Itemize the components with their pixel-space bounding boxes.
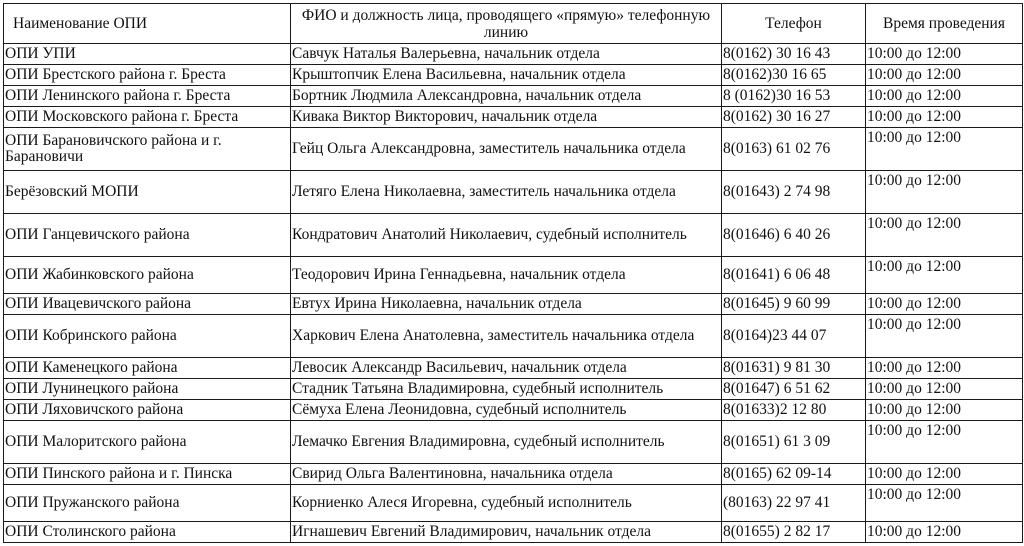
cell-time: 10:00 до 12:00 — [866, 44, 1023, 65]
table-row — [4, 358, 1023, 379]
cell-person: Левосик Александр Васильевич, начальник отдела — [291, 358, 722, 379]
cell-person: Игнашевич Евгений Владимирович, начальник отдела — [291, 522, 722, 543]
cell-opi-name: ОПИ Кобринского района — [4, 315, 291, 358]
cell-person: Свирид Ольга Валентиновна, начальника отдела — [291, 464, 722, 485]
cell-time: 10:00 до 12:00 — [866, 257, 1023, 294]
cell-phone: 8(0165) 62 09-14 — [722, 464, 866, 485]
cell-opi-name: ОПИ Ленинского района г. Бреста — [4, 86, 291, 107]
table-row — [4, 65, 1023, 86]
cell-phone: 8(01643) 2 74 98 — [722, 171, 866, 214]
table-row — [4, 214, 1023, 257]
table-row — [4, 86, 1023, 107]
cell-opi-name: ОПИ Ганцевичского района — [4, 214, 291, 257]
cell-time: 10:00 до 12:00 — [866, 128, 1023, 171]
cell-opi-name: ОПИ Пинского района и г. Пинска — [4, 464, 291, 485]
cell-phone: 8(0163) 61 02 76 — [722, 128, 866, 171]
cell-time: 10:00 до 12:00 — [866, 358, 1023, 379]
cell-time: 10:00 до 12:00 — [866, 315, 1023, 358]
cell-opi-name: ОПИ Брестского района г. Бреста — [4, 65, 291, 86]
cell-phone: 8(01633)2 12 80 — [722, 400, 866, 421]
cell-time: 10:00 до 12:00 — [866, 464, 1023, 485]
cell-person: Кивака Виктор Викторович, начальник отдела — [291, 107, 722, 128]
cell-person: Евтух Ирина Николаевна, начальник отдела — [291, 294, 722, 315]
table-header-row — [4, 4, 1023, 44]
table-row — [4, 315, 1023, 358]
cell-phone: 8(0162) 30 16 43 — [722, 44, 866, 65]
cell-time: 10:00 до 12:00 — [866, 379, 1023, 400]
cell-time: 10:00 до 12:00 — [866, 171, 1023, 214]
cell-phone: 8(01641) 6 06 48 — [722, 257, 866, 294]
cell-opi-name: ОПИ Малоритского района — [4, 421, 291, 464]
cell-opi-name: ОПИ Пружанского района — [4, 485, 291, 522]
cell-person: Лемачко Евгения Владимировна, судебный исполнитель — [291, 421, 722, 464]
cell-person: Гейц Ольга Александровна, заместитель начальника отдела — [291, 128, 722, 171]
cell-person: Теодорович Ирина Геннадьевна, начальник отдела — [291, 257, 722, 294]
cell-opi-name: ОПИ Каменецкого района — [4, 358, 291, 379]
cell-phone: 8(01647) 6 51 62 — [722, 379, 866, 400]
cell-phone: 8(01645) 9 60 99 — [722, 294, 866, 315]
cell-phone: 8(0164)23 44 07 — [722, 315, 866, 358]
table-row — [4, 421, 1023, 464]
cell-opi-name: ОПИ Столинского района — [4, 522, 291, 543]
cell-phone: 8(01651) 61 3 09 — [722, 421, 866, 464]
cell-opi-name: ОПИ Московского района г. Бреста — [4, 107, 291, 128]
table-row — [4, 522, 1023, 543]
table-row — [4, 257, 1023, 294]
cell-time: 10:00 до 12:00 — [866, 107, 1023, 128]
cell-person: Савчук Наталья Валерьевна, начальник отдела — [291, 44, 722, 65]
cell-person: Корниенко Алеся Игоревна, судебный исполнитель — [291, 485, 722, 522]
cell-phone: (80163) 22 97 41 — [722, 485, 866, 522]
cell-person: Харкович Елена Анатолевна, заместитель начальника отдела — [291, 315, 722, 358]
cell-time: 10:00 до 12:00 — [866, 294, 1023, 315]
cell-time: 10:00 до 12:00 — [866, 421, 1023, 464]
cell-opi-name: ОПИ Ляховичского района — [4, 400, 291, 421]
cell-time: 10:00 до 12:00 — [866, 400, 1023, 421]
cell-phone: 8(01655) 2 82 17 — [722, 522, 866, 543]
cell-time: 10:00 до 12:00 — [866, 86, 1023, 107]
cell-phone: 8(0162) 30 16 27 — [722, 107, 866, 128]
header-time: Время проведения — [866, 4, 1023, 44]
table-row — [4, 107, 1023, 128]
cell-opi-name: ОПИ Барановичского района и г. Барановичи — [4, 128, 291, 171]
cell-person: Сёмуха Елена Леонидовна, судебный исполнитель — [291, 400, 722, 421]
cell-person: Летяго Елена Николаевна, заместитель начальника отдела — [291, 171, 722, 214]
cell-time: 10:00 до 12:00 — [866, 65, 1023, 86]
cell-opi-name: ОПИ Жабинковского района — [4, 257, 291, 294]
cell-time: 10:00 до 12:00 — [866, 485, 1023, 522]
header-phone: Телефон — [722, 4, 866, 44]
cell-phone: 8 (0162)30 16 53 — [722, 86, 866, 107]
hotline-schedule-table — [3, 3, 1023, 543]
cell-time: 10:00 до 12:00 — [866, 522, 1023, 543]
table-row — [4, 464, 1023, 485]
cell-opi-name: ОПИ Ивацевичского района — [4, 294, 291, 315]
cell-phone: 8(0162)30 16 65 — [722, 65, 866, 86]
table-row — [4, 400, 1023, 421]
cell-phone: 8(01646) 6 40 26 — [722, 214, 866, 257]
table-row — [4, 44, 1023, 65]
cell-person: Бортник Людмила Александровна, начальник отдела — [291, 86, 722, 107]
cell-time: 10:00 до 12:00 — [866, 214, 1023, 257]
cell-phone: 8(01631) 9 81 30 — [722, 358, 866, 379]
table-row — [4, 171, 1023, 214]
cell-opi-name: ОПИ УПИ — [4, 44, 291, 65]
header-opi-name: Наименование ОПИ — [4, 4, 291, 44]
cell-opi-name: ОПИ Лунинецкого района — [4, 379, 291, 400]
table-row — [4, 128, 1023, 171]
cell-person: Кондратович Анатолий Николаевич, судебный исполнитель — [291, 214, 722, 257]
cell-opi-name: Берёзовский МОПИ — [4, 171, 291, 214]
cell-person: Стадник Татьяна Владимировна, судебный исполнитель — [291, 379, 722, 400]
table-row — [4, 485, 1023, 522]
table-row — [4, 379, 1023, 400]
header-person: ФИО и должность лица, проводящего «прямую» телефонную линию — [291, 4, 722, 44]
table-row — [4, 294, 1023, 315]
cell-person: Крыштопчик Елена Васильевна, начальник отдела — [291, 65, 722, 86]
